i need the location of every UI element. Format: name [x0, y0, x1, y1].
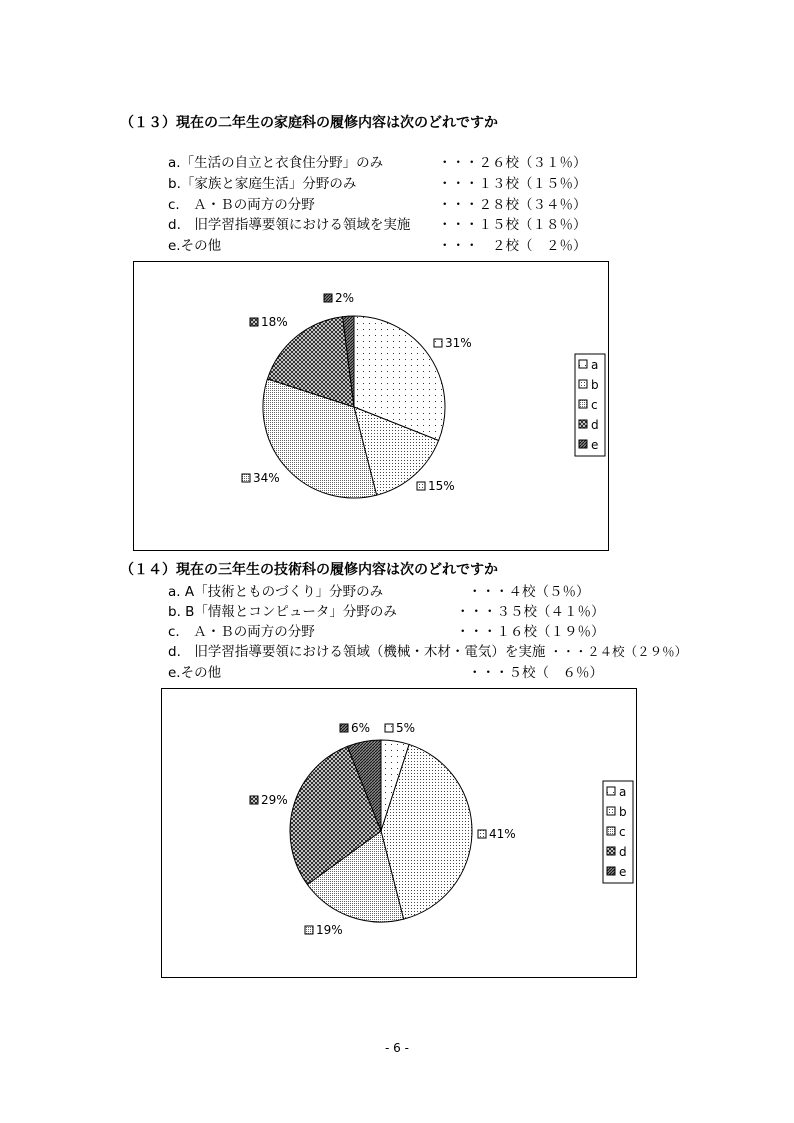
svg-text:a: a: [591, 358, 599, 372]
svg-text:34%: 34%: [253, 471, 280, 485]
q13-option-d: [168, 213, 587, 233]
q13-option-a: [168, 151, 587, 171]
option-result: ・・・１３校（１５％）: [438, 176, 587, 192]
svg-text:a: a: [619, 785, 627, 799]
option-label: e.その他: [168, 665, 222, 681]
data-label-b: [478, 827, 516, 841]
q14-option-c: [168, 620, 605, 640]
svg-text:c: c: [619, 825, 626, 839]
legend: [575, 354, 605, 456]
svg-text:5%: 5%: [396, 721, 416, 735]
option-label: a.「生活の自立と衣食住分野」のみ: [168, 155, 384, 171]
svg-text:b: b: [619, 805, 627, 819]
option-label: c. Ａ・Ｂの両方の分野: [168, 197, 315, 213]
option-result: ・・・１６校（１９％）: [456, 624, 605, 640]
svg-text:15%: 15%: [428, 479, 455, 493]
option-label: e.その他: [168, 238, 222, 254]
option-result: ・・・３５校（４１％）: [456, 604, 605, 620]
option-label: d. 旧学習指導要領における領域（機械・木材・電気）を実施: [168, 644, 546, 660]
q13-option-c: [168, 193, 587, 213]
q14-pie-svg: [162, 689, 636, 977]
svg-text:41%: 41%: [489, 827, 516, 841]
data-label-e: [340, 721, 370, 735]
data-label-b: [417, 479, 455, 493]
option-label: a. A「技術とものづくり」分野のみ: [168, 584, 384, 600]
svg-text:31%: 31%: [445, 336, 472, 350]
data-label-d: [250, 793, 288, 807]
q14-option-e: [168, 661, 603, 681]
svg-text:29%: 29%: [261, 793, 288, 807]
option-result: ・・・２６校（３１％）: [438, 155, 587, 171]
q13-pie-chart: [133, 261, 609, 551]
svg-text:d: d: [591, 418, 599, 432]
data-label-e: [324, 291, 354, 305]
svg-text:6%: 6%: [351, 721, 371, 735]
option-result: ・・・５校（ ６％）: [468, 665, 603, 681]
svg-text:b: b: [591, 378, 599, 392]
data-label-a: [385, 721, 415, 735]
option-result: ・・・２８校（３４％）: [438, 197, 587, 213]
svg-text:2%: 2%: [335, 291, 355, 305]
option-label: c. Ａ・Ｂの両方の分野: [168, 624, 315, 640]
data-label-d: [250, 315, 288, 329]
svg-text:18%: 18%: [261, 315, 288, 329]
option-result: ・・・２４校（２９％）: [549, 644, 688, 659]
q13-option-b: [168, 172, 587, 192]
page-number: - 6 -: [385, 1041, 409, 1055]
legend: [603, 781, 633, 883]
svg-text:d: d: [619, 845, 627, 859]
q13-pie-svg: [134, 262, 608, 550]
q14-pie-chart: [161, 688, 637, 978]
q14-option-a: [168, 580, 590, 600]
option-result: ・・・ ２校（ ２％）: [438, 238, 587, 254]
svg-text:19%: 19%: [316, 923, 343, 937]
svg-text:e: e: [619, 865, 627, 879]
option-label: b.「家族と家庭生活」分野のみ: [168, 176, 357, 192]
q14-option-b: [168, 600, 605, 620]
option-label: b. B「情報とコンピュータ」分野のみ: [168, 604, 397, 620]
svg-text:c: c: [591, 398, 598, 412]
q13-title: （１３）現在の二年生の家庭科の履修内容は次のどれですか: [120, 115, 498, 131]
data-label-c: [242, 471, 280, 485]
option-label: d. 旧学習指導要領における領域を実施: [168, 217, 411, 233]
q14-title: （１４）現在の三年生の技術科の履修内容は次のどれですか: [120, 562, 498, 578]
option-result: ・・・４校（５％）: [468, 584, 590, 600]
q14-option-d: [168, 640, 687, 660]
option-result: ・・・１５校（１８％）: [438, 217, 587, 233]
data-label-c: [305, 923, 343, 937]
data-label-a: [434, 336, 472, 350]
svg-text:e: e: [591, 438, 599, 452]
q13-option-e: [168, 234, 587, 254]
